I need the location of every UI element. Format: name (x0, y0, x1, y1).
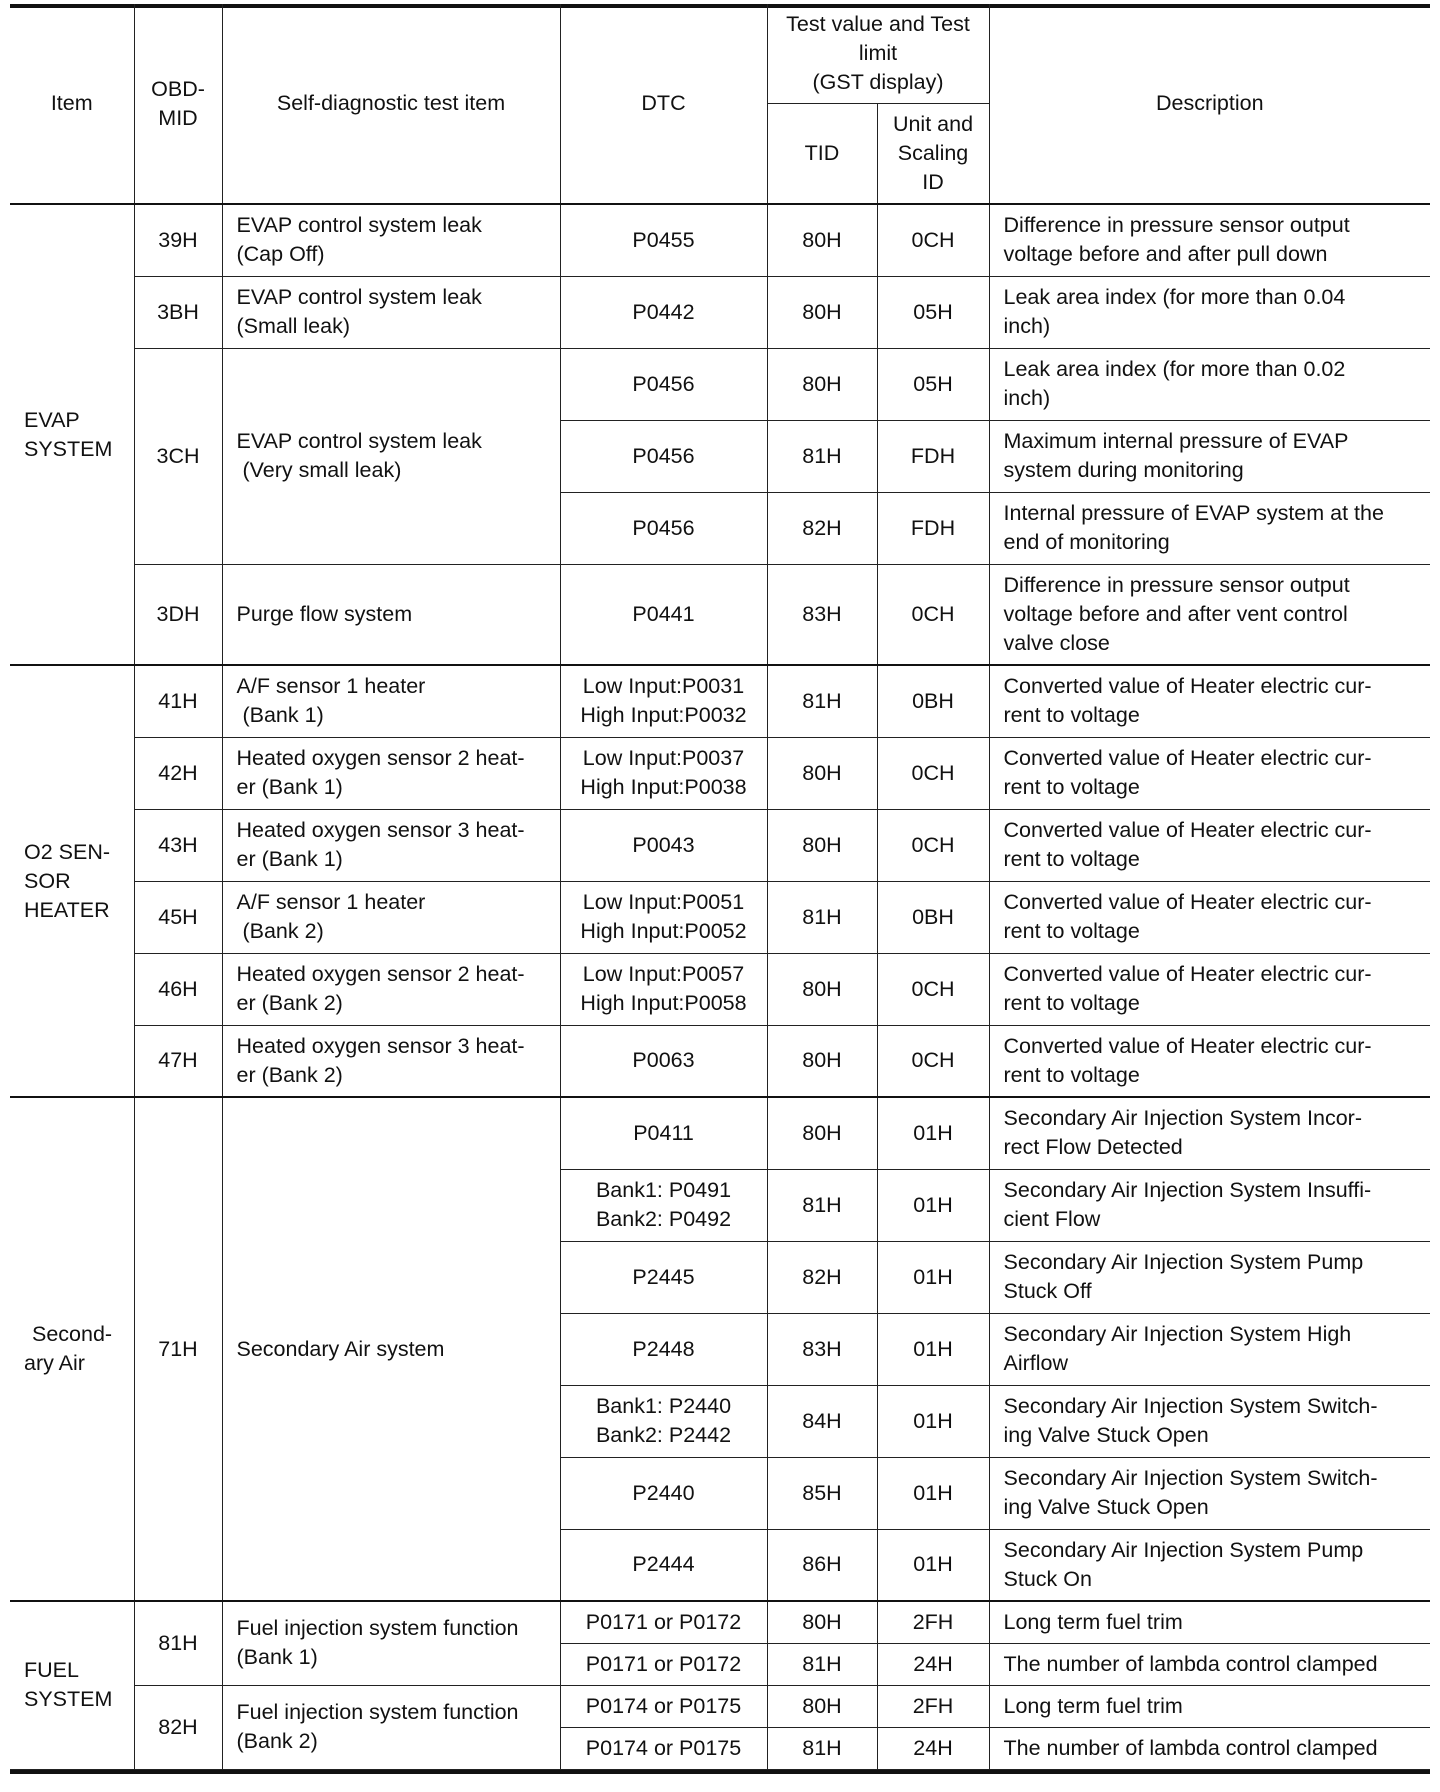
description-cell: Difference in pressure sensor output voltage before and after pull down (989, 204, 1430, 276)
description-cell: Converted value of Heater electric cur- rent to voltage (989, 665, 1430, 737)
description-cell: Secondary Air Injection System Pump Stuck On (989, 1529, 1430, 1601)
tid-cell: 81H (767, 1169, 877, 1241)
unit-cell: 01H (877, 1169, 989, 1241)
table-row (10, 1097, 1430, 1169)
tid-cell: 82H (767, 492, 877, 564)
table-row (10, 737, 1430, 809)
dtc-cell: Low Input:P0031 High Input:P0032 (560, 665, 767, 737)
tid-cell: 80H (767, 204, 877, 276)
dtc-cell: P0455 (560, 204, 767, 276)
description-cell: Secondary Air Injection System Switch- ing Valve Stuck Open (989, 1385, 1430, 1457)
test-item-cell: A/F sensor 1 heater (Bank 1) (222, 665, 560, 737)
tid-cell: 81H (767, 420, 877, 492)
dtc-cell: P2445 (560, 1241, 767, 1313)
dtc-cell: P0456 (560, 348, 767, 420)
test-item-cell: Heated oxygen sensor 3 heat- er (Bank 2) (222, 1025, 560, 1097)
description-cell: Difference in pressure sensor output voltage before and after vent control valve close (989, 564, 1430, 665)
description-cell: Converted value of Heater electric cur- rent to voltage (989, 1025, 1430, 1097)
unit-cell: 0CH (877, 809, 989, 881)
dtc-cell: P0174 or P0175 (560, 1685, 767, 1727)
tid-cell: 81H (767, 1643, 877, 1685)
header-tid: TID (767, 104, 877, 205)
tid-cell: 80H (767, 1025, 877, 1097)
description-cell: Maximum internal pressure of EVAP system during monitoring (989, 420, 1430, 492)
tid-cell: 80H (767, 1097, 877, 1169)
description-cell: Secondary Air Injection System High Airflow (989, 1313, 1430, 1385)
test-item-cell: Heated oxygen sensor 2 heat- er (Bank 2) (222, 953, 560, 1025)
unit-cell: 01H (877, 1457, 989, 1529)
tid-cell: 86H (767, 1529, 877, 1601)
tid-cell: 81H (767, 665, 877, 737)
obd-mid-cell: 41H (134, 665, 222, 737)
table-body (10, 204, 1430, 1769)
tid-cell: 80H (767, 809, 877, 881)
obd-test-table (10, 4, 1430, 1770)
dtc-cell: Bank1: P2440 Bank2: P2442 (560, 1385, 767, 1457)
obd-mid-cell: 3CH (134, 348, 222, 564)
dtc-cell: Low Input:P0037 High Input:P0038 (560, 737, 767, 809)
dtc-cell: P0411 (560, 1097, 767, 1169)
obd-mid-cell: 81H (134, 1601, 222, 1685)
description-cell: The number of lambda control clamped (989, 1727, 1430, 1769)
description-cell: Converted value of Heater electric cur- rent to voltage (989, 953, 1430, 1025)
unit-cell: 0CH (877, 1025, 989, 1097)
group-label-evap: EVAP SYSTEM (10, 204, 134, 665)
unit-cell: 01H (877, 1529, 989, 1601)
tid-cell: 83H (767, 1313, 877, 1385)
group-label-fuel-system: FUEL SYSTEM (10, 1601, 134, 1769)
obd-mid-cell: 82H (134, 1685, 222, 1769)
unit-cell: 01H (877, 1241, 989, 1313)
header-item: Item (10, 4, 134, 204)
description-cell: Long term fuel trim (989, 1685, 1430, 1727)
obd-test-table-container (10, 4, 1430, 1770)
obd-mid-cell: 39H (134, 204, 222, 276)
tid-cell: 81H (767, 1727, 877, 1769)
tid-cell: 81H (767, 881, 877, 953)
dtc-cell: P0171 or P0172 (560, 1643, 767, 1685)
test-item-cell: EVAP control system leak (Cap Off) (222, 204, 560, 276)
test-item-cell: Heated oxygen sensor 2 heat- er (Bank 1) (222, 737, 560, 809)
test-item-cell: A/F sensor 1 heater (Bank 2) (222, 881, 560, 953)
table-row (10, 276, 1430, 348)
tid-cell: 80H (767, 1685, 877, 1727)
obd-mid-cell: 47H (134, 1025, 222, 1097)
table-bottom-rule (10, 1770, 1430, 1774)
unit-cell: 24H (877, 1643, 989, 1685)
tid-cell: 80H (767, 737, 877, 809)
header-test-item: Self-diagnostic test item (222, 4, 560, 204)
header-obd-mid: OBD- MID (134, 4, 222, 204)
dtc-cell: P0456 (560, 420, 767, 492)
tid-cell: 82H (767, 1241, 877, 1313)
unit-cell: 2FH (877, 1601, 989, 1643)
unit-cell: 0CH (877, 564, 989, 665)
description-cell: Converted value of Heater electric cur- rent to voltage (989, 809, 1430, 881)
dtc-cell: P0442 (560, 276, 767, 348)
unit-cell: 05H (877, 348, 989, 420)
test-item-cell: Purge flow system (222, 564, 560, 665)
table-row (10, 1025, 1430, 1097)
description-cell: Long term fuel trim (989, 1601, 1430, 1643)
unit-cell: 01H (877, 1385, 989, 1457)
table-row (10, 204, 1430, 276)
table-row (10, 1685, 1430, 1727)
test-item-cell: Secondary Air system (222, 1097, 560, 1601)
obd-mid-cell: 43H (134, 809, 222, 881)
dtc-cell: Low Input:P0057 High Input:P0058 (560, 953, 767, 1025)
tid-cell: 85H (767, 1457, 877, 1529)
obd-mid-cell: 3DH (134, 564, 222, 665)
unit-cell: 0CH (877, 737, 989, 809)
unit-cell: 0CH (877, 953, 989, 1025)
table-row (10, 564, 1430, 665)
description-cell: The number of lambda control clamped (989, 1643, 1430, 1685)
dtc-cell: P0456 (560, 492, 767, 564)
dtc-cell: P2448 (560, 1313, 767, 1385)
dtc-cell: P0441 (560, 564, 767, 665)
description-cell: Leak area index (for more than 0.04 inch) (989, 276, 1430, 348)
table-row (10, 809, 1430, 881)
tid-cell: 80H (767, 953, 877, 1025)
tid-cell: 80H (767, 1601, 877, 1643)
unit-cell: 24H (877, 1727, 989, 1769)
description-cell: Internal pressure of EVAP system at the end of monitoring (989, 492, 1430, 564)
dtc-cell: P0043 (560, 809, 767, 881)
unit-cell: FDH (877, 420, 989, 492)
tid-cell: 80H (767, 276, 877, 348)
table-row (10, 1601, 1430, 1643)
description-cell: Secondary Air Injection System Insuffi- cient Flow (989, 1169, 1430, 1241)
obd-mid-cell: 3BH (134, 276, 222, 348)
header-description: Description (989, 4, 1430, 204)
group-label-secondary-air: Second- ary Air (10, 1097, 134, 1601)
obd-mid-cell: 71H (134, 1097, 222, 1601)
header-dtc: DTC (560, 4, 767, 204)
tid-cell: 83H (767, 564, 877, 665)
unit-cell: 05H (877, 276, 989, 348)
obd-mid-cell: 45H (134, 881, 222, 953)
group-label-o2-sensor-heater: O2 SEN- SOR HEATER (10, 665, 134, 1097)
test-item-cell: EVAP control system leak (Small leak) (222, 276, 560, 348)
test-item-cell: Heated oxygen sensor 3 heat- er (Bank 1) (222, 809, 560, 881)
unit-cell: 0BH (877, 665, 989, 737)
table-row (10, 881, 1430, 953)
dtc-cell: P0174 or P0175 (560, 1727, 767, 1769)
tid-cell: 80H (767, 348, 877, 420)
unit-cell: 01H (877, 1313, 989, 1385)
dtc-cell: Low Input:P0051 High Input:P0052 (560, 881, 767, 953)
unit-cell: 2FH (877, 1685, 989, 1727)
test-item-cell: EVAP control system leak (Very small leak) (222, 348, 560, 564)
table-row (10, 348, 1430, 420)
dtc-cell: P2440 (560, 1457, 767, 1529)
test-item-cell: Fuel injection system function (Bank 1) (222, 1601, 560, 1685)
description-cell: Leak area index (for more than 0.02 inch) (989, 348, 1430, 420)
tid-cell: 84H (767, 1385, 877, 1457)
unit-cell: 01H (877, 1097, 989, 1169)
description-cell: Secondary Air Injection System Switch- ing Valve Stuck Open (989, 1457, 1430, 1529)
dtc-cell: Bank1: P0491 Bank2: P0492 (560, 1169, 767, 1241)
description-cell: Secondary Air Injection System Incor- rect Flow Detected (989, 1097, 1430, 1169)
obd-mid-cell: 46H (134, 953, 222, 1025)
dtc-cell: P2444 (560, 1529, 767, 1601)
unit-cell: 0CH (877, 204, 989, 276)
table-header (10, 4, 1430, 204)
header-unit-scaling-id: Unit and Scaling ID (877, 104, 989, 205)
table-row (10, 665, 1430, 737)
header-test-value: Test value and Test limit (GST display) (767, 4, 989, 104)
obd-mid-cell: 42H (134, 737, 222, 809)
table-row (10, 953, 1430, 1025)
unit-cell: FDH (877, 492, 989, 564)
description-cell: Converted value of Heater electric cur- rent to voltage (989, 881, 1430, 953)
dtc-cell: P0171 or P0172 (560, 1601, 767, 1643)
description-cell: Secondary Air Injection System Pump Stuck Off (989, 1241, 1430, 1313)
test-item-cell: Fuel injection system function (Bank 2) (222, 1685, 560, 1769)
description-cell: Converted value of Heater electric cur- rent to voltage (989, 737, 1430, 809)
dtc-cell: P0063 (560, 1025, 767, 1097)
unit-cell: 0BH (877, 881, 989, 953)
